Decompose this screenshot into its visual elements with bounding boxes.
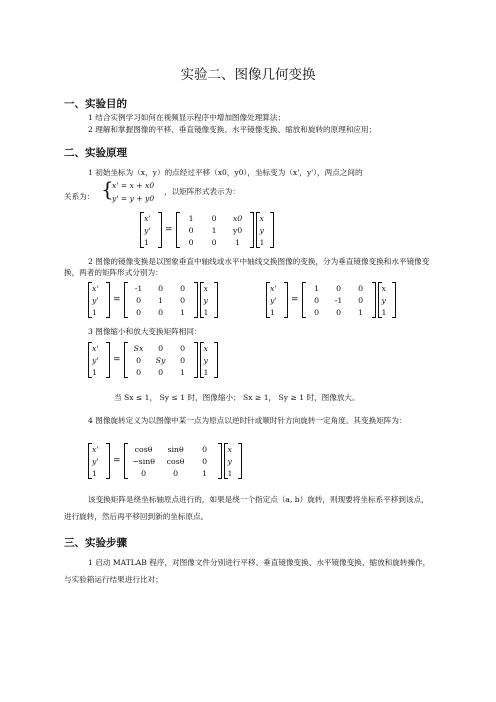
section-heading-principle: 二、实验原理 xyxy=(64,147,127,159)
rotation-note: 该变换矩阵是绕坐标轴原点进行的，如果是绕一个指定点（a, b）旋转，则现要将坐标系平移到该点，进行旋转，然后再平移回到新的坐标原点。 xyxy=(64,495,429,521)
vertical-mirror-matrix: x' y' 1 = -1 0 0 0 1 0 0 0 1 x y 1 xyxy=(88,282,218,318)
equation-line-2: y' = y + y0 xyxy=(112,194,155,203)
equation-brace: { xyxy=(101,177,114,201)
equation-line-1: x' = x + x0 xyxy=(112,181,155,190)
section-heading-purpose: 一、实验目的 xyxy=(64,98,127,110)
purpose-item-1: 1 结合实例学习如何在视频显示程序中增加图像处理算法； xyxy=(88,113,286,122)
translation-matrix: x' y' 1 = 1 0 x0 0 1 y0 0 0 1 x y 1 xyxy=(140,212,274,248)
principle-relation-label: 关系为： xyxy=(64,192,95,201)
principle-paragraph-1: 1 初始坐标为（x，y）的点经过平移（x0，y0），坐标变为（x'，y'），两点之间的 xyxy=(88,168,363,177)
purpose-item-2: 2 理解和掌握图像的平移、垂直镜像变换、水平镜像变换、缩放和旋转的原理和应用； xyxy=(88,125,377,134)
page-title: 实验二、图像几何变换 xyxy=(180,67,316,83)
scale-matrix: x' y' 1 = Sx 0 0 0 Sy 0 0 0 1 x y 1 xyxy=(88,342,218,378)
principle-paragraph-4: 4 图像旋转定义为以图像中某一点为原点以逆时针或顺时针方向旋转一定角度。其变换矩阵为： xyxy=(88,416,407,425)
section-heading-steps: 三、实验步骤 xyxy=(64,537,127,549)
steps-item-1: 1 启动 MATLAB 程序，对图像文件分别进行平移、垂直镜像变换、水平镜像变换、缩放和旋转操作，与实验箱运行结果进行比对； xyxy=(64,558,431,584)
horizontal-mirror-matrix: x' y' 1 = 1 0 0 0 -1 0 0 0 1 x y 1 xyxy=(266,282,396,318)
principle-paragraph-3: 3 图像缩小和放大变换矩阵相同： xyxy=(88,327,202,336)
principle-paragraph-2: 2 图像的镜像变换是以图象垂直中轴线或水平中轴线交换图像的变换，分为垂直镜像变换和水平镜像变换，两者的矩阵形式分别为： xyxy=(64,257,430,277)
principle-matrix-intro: ，以矩阵形式表示为： xyxy=(164,187,240,196)
rotation-matrix: x' y' 1 = cosθ sinθ 0 −sinθ cosθ 0 0 0 1 x y 1 xyxy=(88,443,242,479)
scale-condition-note: 当 Sx ≤ 1， Sy ≤ 1 时，图像缩小； Sx ≥ 1， Sy ≥ 1 时，图像放大。 xyxy=(114,393,360,402)
